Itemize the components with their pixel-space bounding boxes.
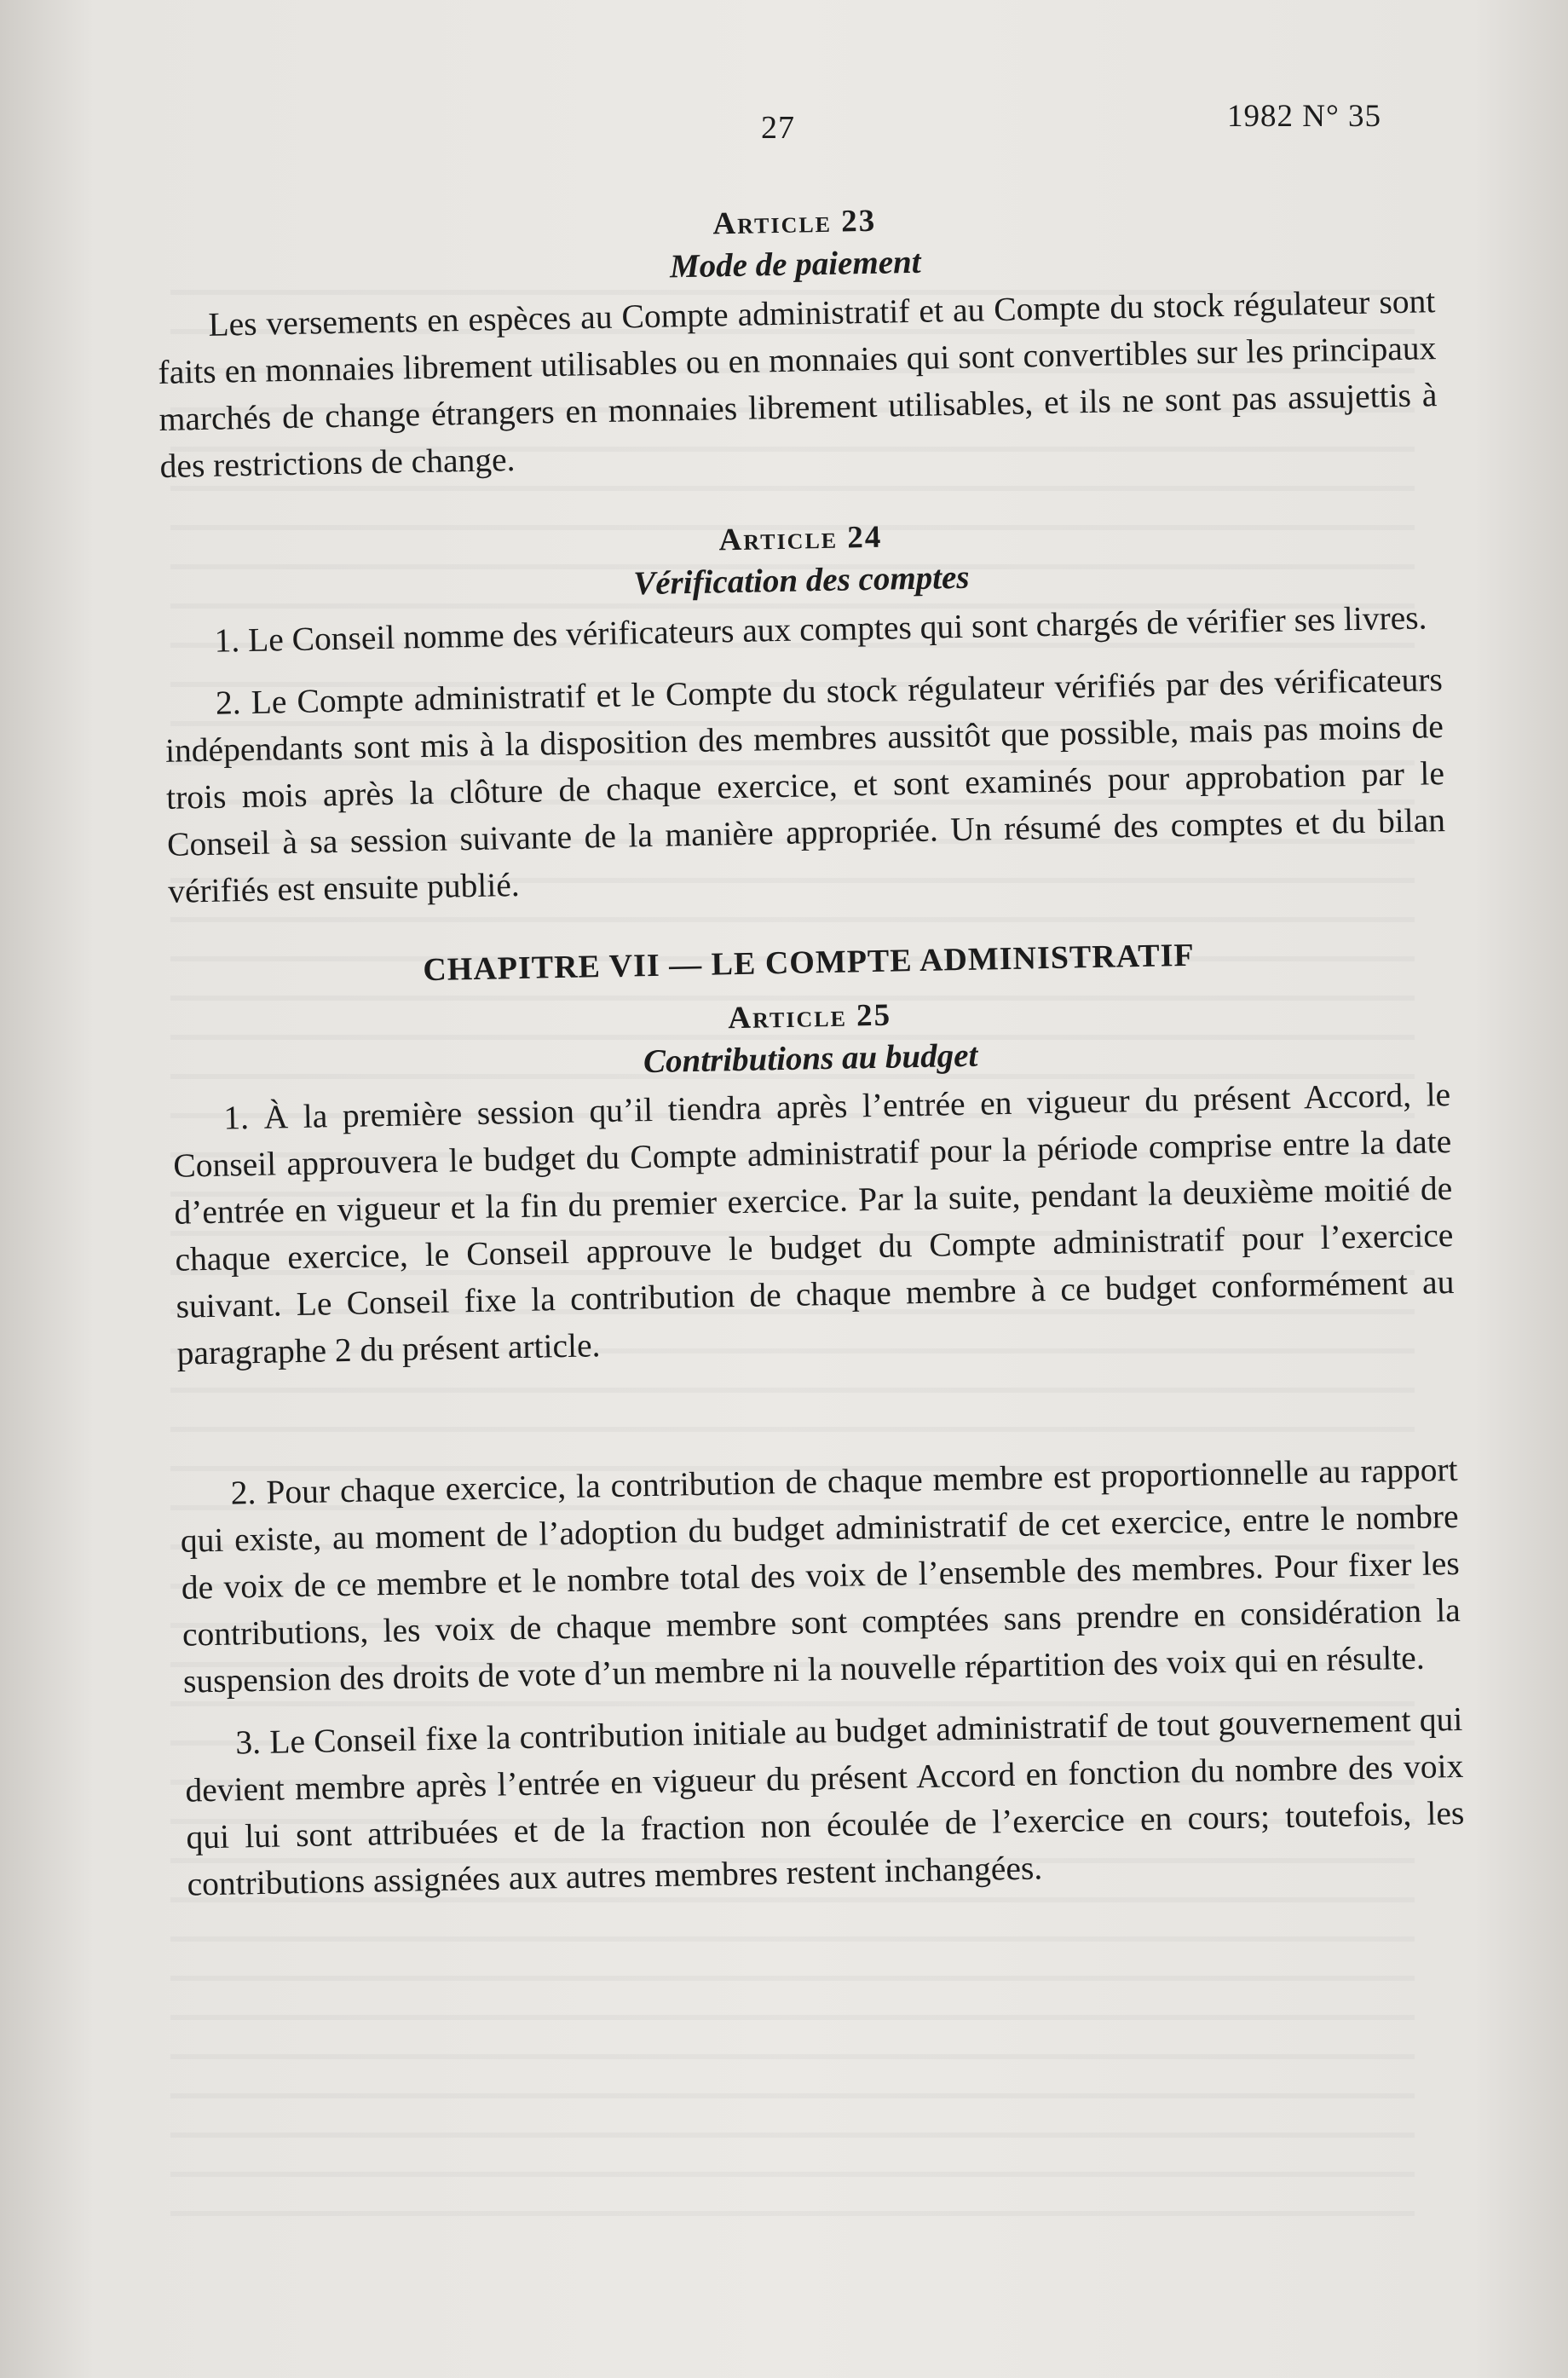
article-25-paragraph-1: 1. À la première session qu’il tiendra après l’entrée en vigueur du présent Accord, le Conseil approuvera le budget du Compte administratif pour la période comprise entre la date d’entrée en vigueur et la fin du premier exercice. Par la suite, pendant la deuxième moitié de chaque exercice, le Conseil approuve le budget du Compte administratif pour l’exercice suivant. Le Conseil fixe la contribution de chaque membre à ce budget conformément au paragraphe 2 du présent article. <box>173 1076 1455 1373</box>
article-25-paragraph-3: 3. Le Conseil fixe la contribution initiale au budget administratif de tout gouvernement qui devient membre après l’entrée en vigueur du présent Accord en fonction du nombre des voix qui lui sont attribuées et de la fraction non écoulée de l’exercice en cours; toutefois, les contributions assignées aux autres membres restent inchangées. <box>185 1700 1465 1903</box>
article-23-heading: Article 23 <box>712 203 877 242</box>
publication-reference: 1982 N° 35 <box>1227 99 1382 134</box>
article-25-heading: Article 25 <box>727 997 892 1036</box>
article-24-title: Vérification des comptes <box>632 558 970 603</box>
page-number: 27 <box>761 110 795 146</box>
article-23-paragraph: Les versements en espèces au Compte administratif et au Compte du stock régulateur sont faits en monnaies librement utilisables ou en monnaies qui sont convertibles sur les principaux marchés de change étrangers en monnaies librement utilisables, et ils ne sont pas assujettis à des restrictions de change. <box>158 281 1438 485</box>
document-body <box>155 190 1466 1908</box>
article-24-paragraph-2: 2. Le Compte administratif et le Compte du stock régulateur vérifiés par des vérificateurs indépendants sont mis à la disposition des membres aussitôt que possible, mais pas moins de trois mois après la clôture de chaque exercice, et sont examinés pour approbation par le Conseil à sa session suivante de la manière appropriée. Un résumé des comptes et du bilan vérifiés est ensuite publié. <box>164 660 1446 910</box>
article-25-paragraph-2: 2. Pour chaque exercice, la contribution de chaque membre est proportionnelle au rapport qui existe, au moment de l’adoption du budget administratif de cet exercice, entre le nombre de voix de ce membre et le nombre total des voix de l’ensemble des membres. Pour fixer les contributions, les voix de chaque membre sont comptées sans prendre en considération la suspension des droits de vote d’un membre ni la nouvelle répartition des voix qui en résulte. <box>180 1451 1461 1701</box>
article-25-title: Contributions au budget <box>643 1036 978 1080</box>
article-24-heading: Article 24 <box>718 519 883 558</box>
article-23-title: Mode de paiement <box>669 243 921 286</box>
article-24-paragraph-1: 1. Le Conseil nomme des vérificateurs aux comptes qui sont chargés de vérifier ses livres. <box>214 598 1427 660</box>
chapter-heading: CHAPITRE VII — LE COMPTE ADMINISTRATIF <box>422 937 1196 988</box>
